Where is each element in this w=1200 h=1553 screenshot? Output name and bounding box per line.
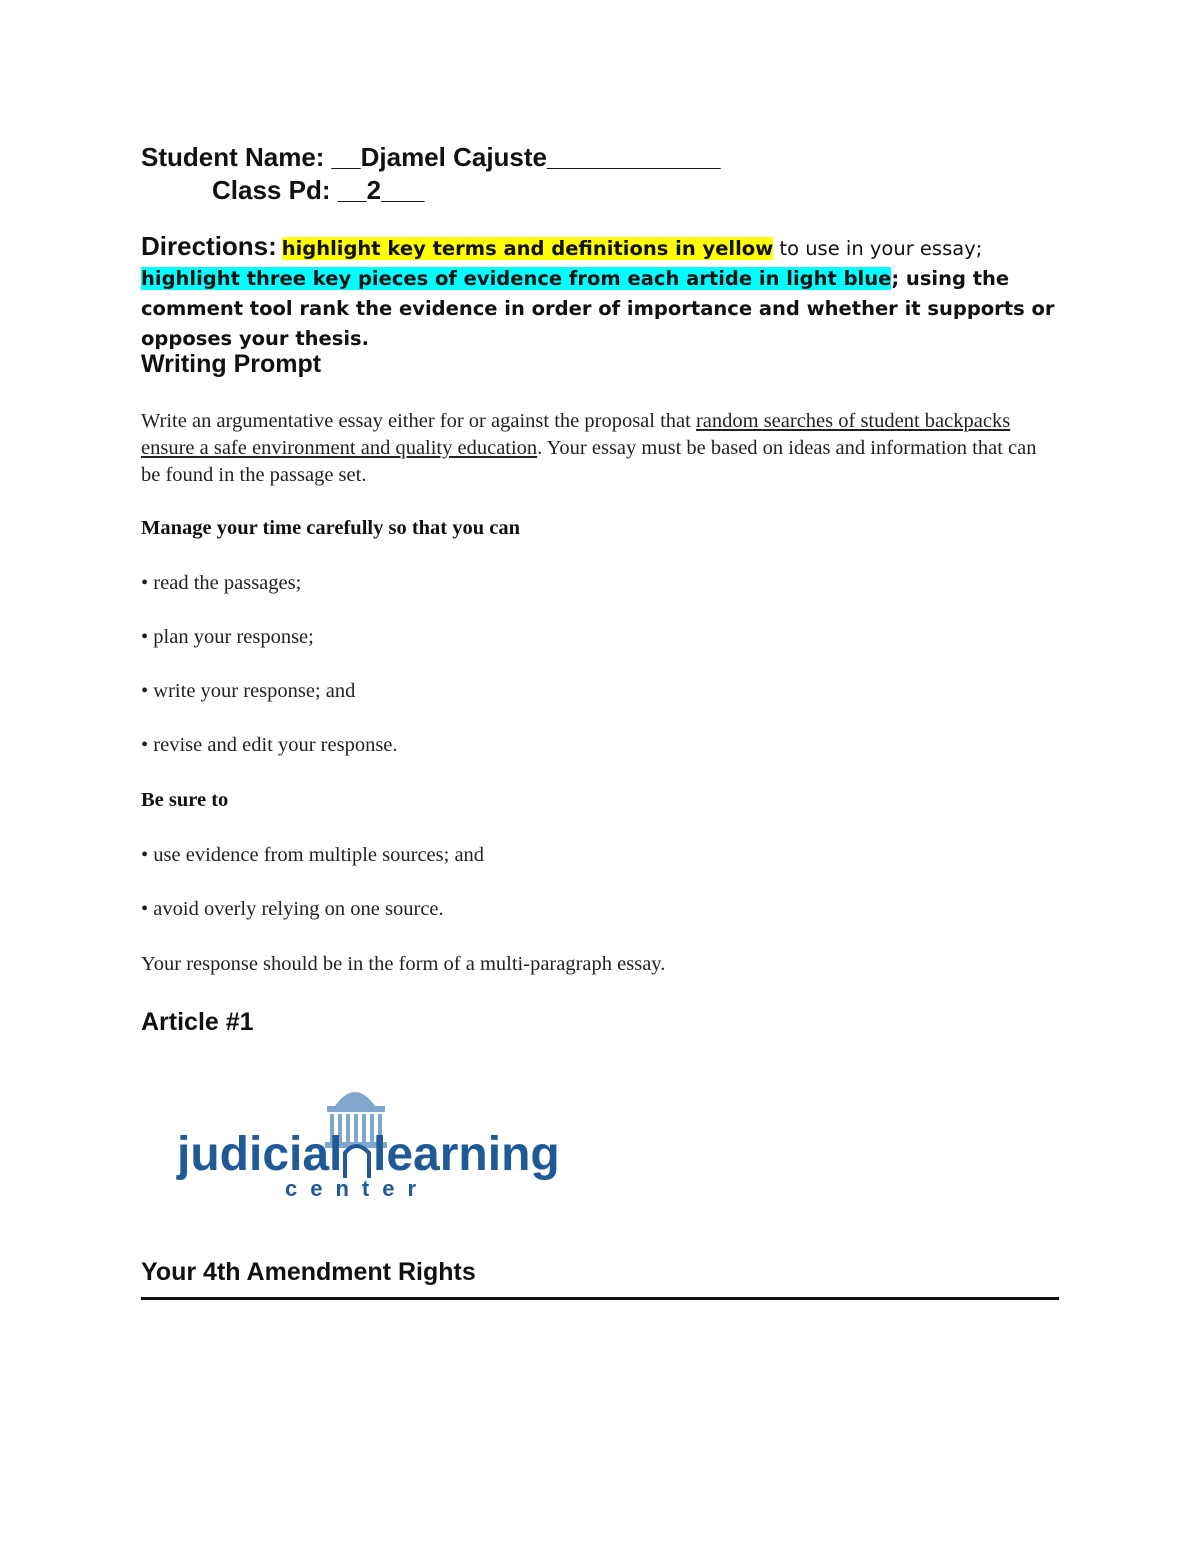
directions-text-2: ; using the [891, 267, 1010, 290]
prompt-underlined-proposal: random searches of student backpacks ensure a safe environment and quality education [141, 410, 1011, 459]
manage-item: • revise and edit your response. [141, 734, 398, 756]
logo-word-center: center [285, 1176, 430, 1201]
courthouse-icon [175, 1078, 565, 1203]
student-name-line: Student Name: __Djamel Cajuste____________ [141, 142, 721, 172]
logo-word-judicial: judicial [177, 1128, 343, 1181]
be-sure-heading: Be sure to [141, 789, 229, 811]
judicial-learning-center-logo [175, 1078, 565, 1203]
prompt-paragraph [141, 408, 1051, 489]
class-period-line: Class Pd: __2___ [212, 175, 425, 205]
directions-cyan-highlight: highlight three key pieces of evidence from each artide in light blue [141, 267, 892, 290]
manage-item: • write your response; and [141, 680, 356, 702]
manage-item: • plan your response; [141, 626, 314, 648]
directions-yellow-highlight: highlight key terms and definitions in yellow [281, 237, 774, 260]
prompt-intro-2: . Your essay must be based on ideas and information that can be found in the passage set. [141, 437, 1037, 486]
article-heading: Article #1 [141, 1008, 254, 1036]
be-sure-item: • use evidence from multiple sources; and [141, 844, 485, 866]
directions-text-1: to use in your essay; [773, 237, 983, 260]
writing-prompt-heading: Writing Prompt [141, 350, 322, 378]
closing-sentence: Your response should be in the form of a multi-paragraph essay. [141, 953, 666, 975]
be-sure-item: • avoid overly relying on one source. [141, 898, 444, 920]
directions-comment-tool: comment tool [141, 297, 293, 320]
title-underline-rule [141, 1297, 1059, 1300]
manage-item: • read the passages; [141, 572, 302, 594]
directions-label: Directions: [141, 231, 277, 261]
prompt-intro-1: Write an argumentative essay either for or against the proposal that [141, 410, 696, 432]
logo-word-learning: learning [373, 1128, 560, 1181]
directions-text-3: rank the evidence in order of importance and whether it supports or opposes your thesis. [141, 297, 1055, 350]
directions-block [141, 232, 1066, 354]
manage-time-heading: Manage your time carefully so that you can [141, 517, 521, 539]
article-title: Your 4th Amendment Rights [141, 1258, 476, 1286]
